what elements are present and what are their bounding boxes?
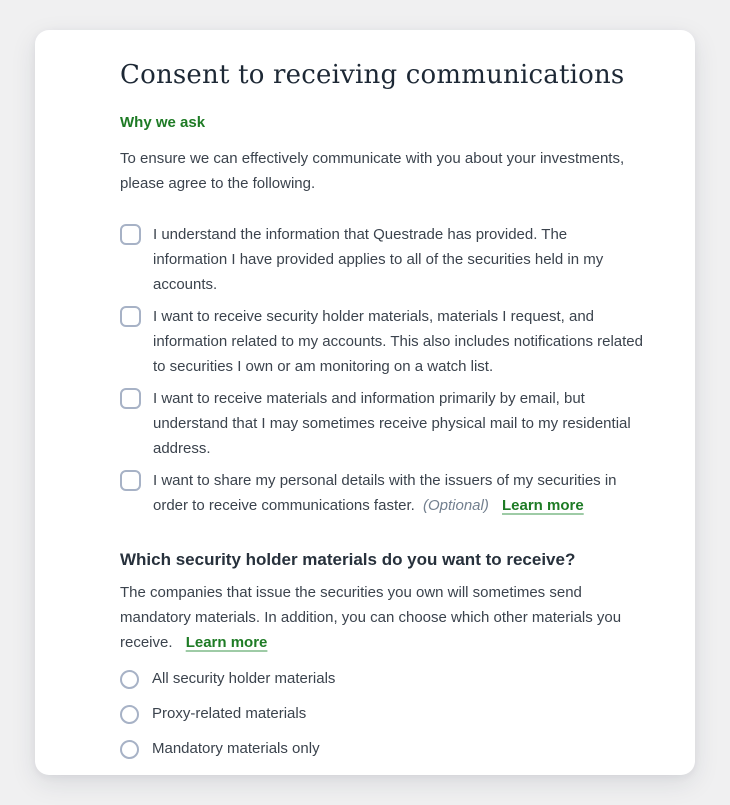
consent-checkbox-group — [120, 222, 643, 518]
radio-row-proxy-materials[interactable] — [120, 704, 640, 724]
materials-learn-more-link[interactable]: Learn more — [185, 634, 268, 651]
materials-section-description — [120, 580, 644, 655]
checkbox-label-email-preference[interactable]: I want to receive materials and information primarily by email, but understand that I may sometimes receive physical mail to my residential address. — [153, 390, 631, 457]
materials-description-text: The companies that issue the securities you own will sometimes send mandatory materials. In addition, you can choose which other materials you receive. — [120, 584, 622, 651]
intro-text: To ensure we can effectively communicate with you about your investments, please agree to the following. — [120, 150, 625, 192]
checkbox-label-share-details[interactable] — [153, 468, 644, 518]
page-title: Consent to receiving communications — [120, 60, 625, 90]
consent-row-receive-materials[interactable] — [120, 304, 644, 379]
radio-mandatory-materials[interactable] — [120, 740, 139, 759]
materials-section-heading: Which security holder materials do you want to receive? — [120, 550, 576, 569]
consent-row-share-details[interactable] — [120, 468, 644, 518]
checkbox-understand-info[interactable] — [120, 224, 141, 245]
checkbox-email-preference[interactable] — [120, 388, 141, 409]
checkbox-receive-materials[interactable] — [120, 306, 141, 327]
radio-row-mandatory-materials[interactable] — [120, 739, 640, 759]
optional-note: (Optional) — [422, 497, 489, 514]
why-we-ask-link[interactable]: Why we ask — [120, 114, 206, 131]
share-details-learn-more-link[interactable]: Learn more — [502, 497, 584, 514]
checkbox-share-details[interactable] — [120, 470, 141, 491]
consent-card — [35, 30, 695, 775]
radio-label-all-materials[interactable]: All security holder materials — [152, 670, 336, 687]
consent-row-email-preference[interactable] — [120, 386, 644, 461]
materials-radio-group — [120, 669, 640, 759]
share-details-text[interactable]: I want to share my personal details with the issuers of my securities in order to receive communications faster. — [153, 472, 617, 514]
radio-all-materials[interactable] — [120, 670, 139, 689]
checkbox-label-understand-info[interactable]: I understand the information that Questrade has provided. The information I have provided applies to all of the securities held in my accounts. — [153, 226, 604, 293]
checkbox-label-receive-materials[interactable]: I want to receive security holder materials, materials I request, and information related to my accounts. This also includes notifications related to securities I own or am monitoring on a watch list. — [153, 308, 643, 375]
consent-row-understand-info[interactable] — [120, 222, 644, 297]
radio-proxy-materials[interactable] — [120, 705, 139, 724]
radio-row-all-materials[interactable] — [120, 669, 640, 689]
radio-label-proxy-materials[interactable]: Proxy-related materials — [152, 705, 307, 722]
radio-label-mandatory-materials[interactable]: Mandatory materials only — [152, 740, 320, 757]
